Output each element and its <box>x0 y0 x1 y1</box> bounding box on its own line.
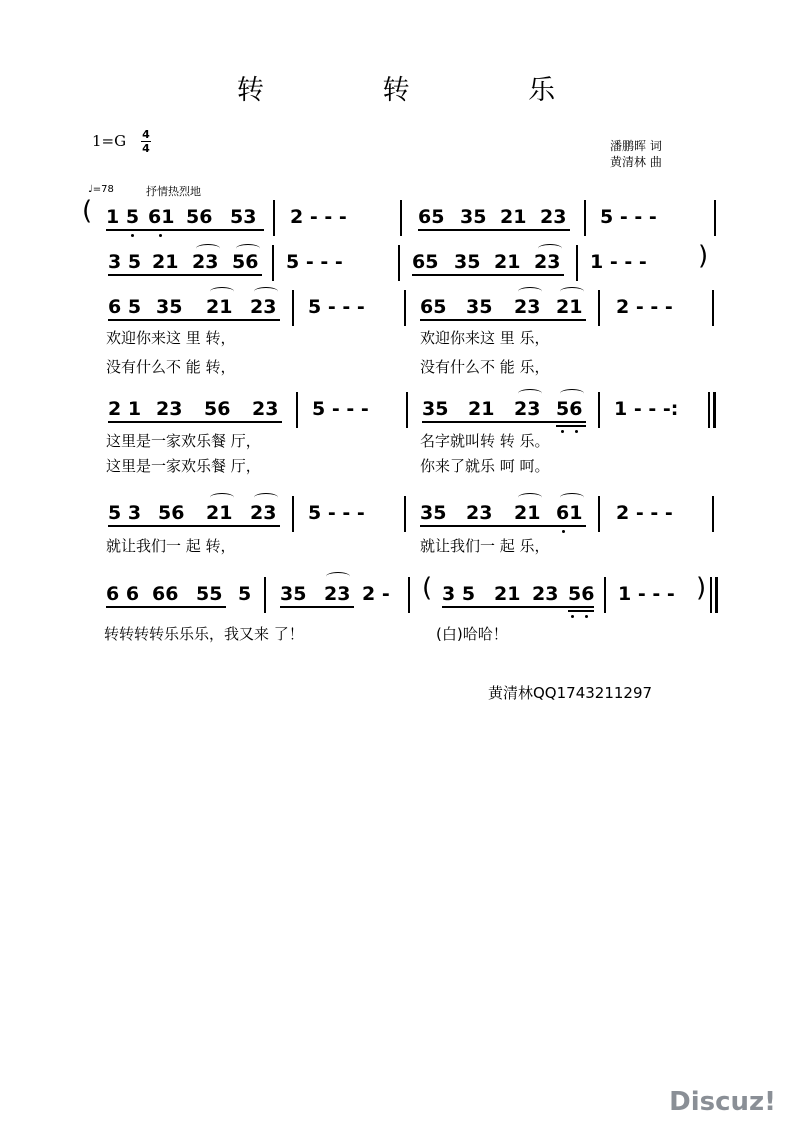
intro-paren-open: ( <box>422 573 433 603</box>
time-signature-top: 4 <box>142 128 150 141</box>
note-group: 35 <box>156 296 183 318</box>
score-row-3 <box>100 288 720 328</box>
note-group: 35 <box>422 398 449 420</box>
note-group: 2 - - - <box>616 502 673 524</box>
note-group: 23 <box>250 296 277 318</box>
note-group: 2 1 <box>108 398 142 420</box>
note-group: 5 3 <box>108 502 142 524</box>
note-group: 6 6 <box>106 583 140 605</box>
note-group: 3 5 <box>442 583 476 605</box>
note-group: 21 <box>206 296 233 318</box>
note-group: 1 - - - <box>590 251 647 273</box>
note-group: 55 <box>196 583 223 605</box>
lyric-line: 这里是一家欢乐餐 厅， <box>106 457 261 475</box>
lyric-line: 就让我们一 起 转， <box>106 537 236 555</box>
note-group: 35 <box>454 251 481 273</box>
lyricist-credit: 潘鹏晖 词 <box>610 139 662 153</box>
note-group: 21 <box>206 502 233 524</box>
lyric-line: 你来了就乐 呵 呵。 <box>420 457 550 475</box>
note-group: 23 <box>156 398 183 420</box>
discuz-watermark: Discuz! <box>669 1087 776 1117</box>
note-group: 35 <box>460 206 487 228</box>
note-group: 53 <box>230 206 257 228</box>
time-signature <box>140 128 152 155</box>
note-group: 56 <box>232 251 259 273</box>
score-row-5 <box>100 494 720 534</box>
note-group: 66 <box>152 583 179 605</box>
key-signature: 1=G <box>92 132 127 150</box>
note-group: 1 - - - <box>618 583 675 605</box>
note-group: 23 <box>250 502 277 524</box>
note-group: 56 <box>186 206 213 228</box>
time-signature-bottom: 4 <box>142 142 150 155</box>
note-group: 21 <box>494 583 521 605</box>
lyric-line: (白)哈哈！ <box>436 625 508 643</box>
note-group: 56 <box>204 398 231 420</box>
note-group: 21 <box>556 296 583 318</box>
lyric-line: 名字就叫转 转 乐。 <box>420 432 550 450</box>
note-group: 56 <box>568 583 595 605</box>
note-group: 61 <box>556 502 583 524</box>
note-group: 35 <box>466 296 493 318</box>
note-group: 23 <box>252 398 279 420</box>
note-group: 5 - - - <box>286 251 343 273</box>
lyric-line: 欢迎你来这 里 乐， <box>420 329 550 347</box>
note-group: 21 <box>152 251 179 273</box>
note-group: 23 <box>534 251 561 273</box>
note-group: 2 - <box>362 583 390 605</box>
note-group: 5 - - - <box>600 206 657 228</box>
note-group: 35 <box>280 583 307 605</box>
song-title: 转 转 乐 <box>236 75 611 106</box>
note-group: 23 <box>514 398 541 420</box>
note-group: 23 <box>532 583 559 605</box>
note-group: 23 <box>466 502 493 524</box>
note-group: 5 <box>238 583 252 605</box>
score-row-2 <box>100 243 720 283</box>
note-group: 23 <box>192 251 219 273</box>
note-group: 23 <box>514 296 541 318</box>
note-group: 35 <box>420 502 447 524</box>
note-group: 21 <box>494 251 521 273</box>
note-group: 6 5 <box>108 296 142 318</box>
repeat-paren-open: ( <box>82 196 93 226</box>
repeat-paren-close: ) <box>698 241 709 271</box>
lyric-line: 就让我们一 起 乐， <box>420 537 550 555</box>
note-group: 21 <box>514 502 541 524</box>
note-group: 56 <box>556 398 583 420</box>
score-row-4 <box>100 390 720 430</box>
note-group: 65 <box>412 251 439 273</box>
note-group: 61 <box>148 206 175 228</box>
note-group: 56 <box>158 502 185 524</box>
note-group: 23 <box>324 583 351 605</box>
note-group: 23 <box>540 206 567 228</box>
note-group: 21 <box>468 398 495 420</box>
expression-marking: 抒情热烈地 <box>146 185 201 198</box>
note-group: 2 - - - <box>616 296 673 318</box>
note-group: 5 - - - <box>312 398 369 420</box>
lyric-line: 没有什么不 能 转， <box>106 358 236 376</box>
lyric-line: 欢迎你来这 里 转， <box>106 329 236 347</box>
intro-paren-close: ) <box>696 573 707 603</box>
note-group: 65 <box>420 296 447 318</box>
note-group: 65 <box>418 206 445 228</box>
note-group: 3 5 <box>108 251 142 273</box>
note-group: 1 - - -: <box>614 398 679 420</box>
note-group: 2 - - - <box>290 206 347 228</box>
lyric-line: 转转转转乐乐乐，我又来 了！ <box>104 625 304 643</box>
lyric-line: 这里是一家欢乐餐 厅， <box>106 432 261 450</box>
note-group: 1 5 <box>106 206 140 228</box>
composer-credit: 黄清林 曲 <box>610 155 662 169</box>
tempo-marking: ♩=78 <box>88 184 114 195</box>
score-row-6 <box>100 575 720 615</box>
note-group: 5 - - - <box>308 296 365 318</box>
note-group: 5 - - - <box>308 502 365 524</box>
arranger-signature: 黄清林QQ1743211297 <box>488 684 653 702</box>
score-row-1 <box>82 196 720 238</box>
note-group: 21 <box>500 206 527 228</box>
lyric-line: 没有什么不 能 乐， <box>420 358 550 376</box>
